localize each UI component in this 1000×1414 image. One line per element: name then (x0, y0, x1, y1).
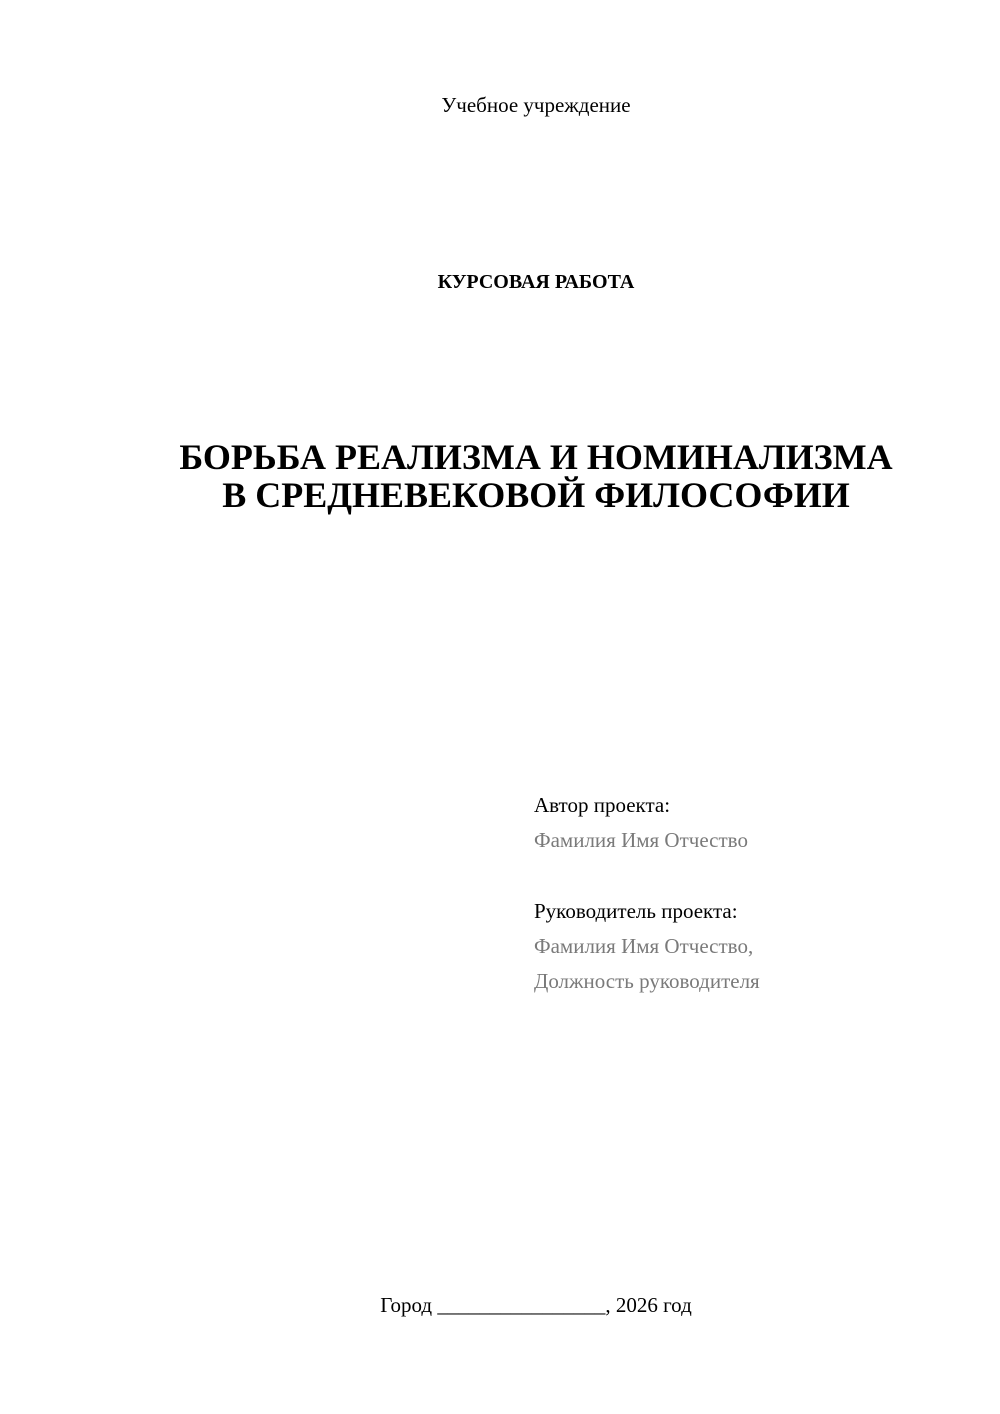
supervisor-label: Руководитель проекта: (534, 899, 738, 923)
document-type: КУРСОВАЯ РАБОТА (437, 271, 635, 293)
city-year-line: Город ________________, 2026 год (380, 1293, 692, 1317)
work-title (0, 438, 1000, 514)
credits-block (534, 788, 760, 999)
work-title-line-2: В СРЕДНЕВЕКОВОЙ ФИЛОСОФИИ (222, 475, 850, 515)
institution-name: Учебное учреждение (441, 93, 631, 117)
supervisor-position: Должность руководителя (534, 969, 760, 993)
author-name: Фамилия Имя Отчество (534, 828, 748, 852)
supervisor-name: Фамилия Имя Отчество, (534, 934, 754, 958)
work-title-line-1: БОРЬБА РЕАЛИЗМА И НОМИНАЛИЗМА (179, 437, 893, 477)
author-label: Автор проекта: (534, 793, 671, 817)
credits-spacer (534, 858, 760, 894)
